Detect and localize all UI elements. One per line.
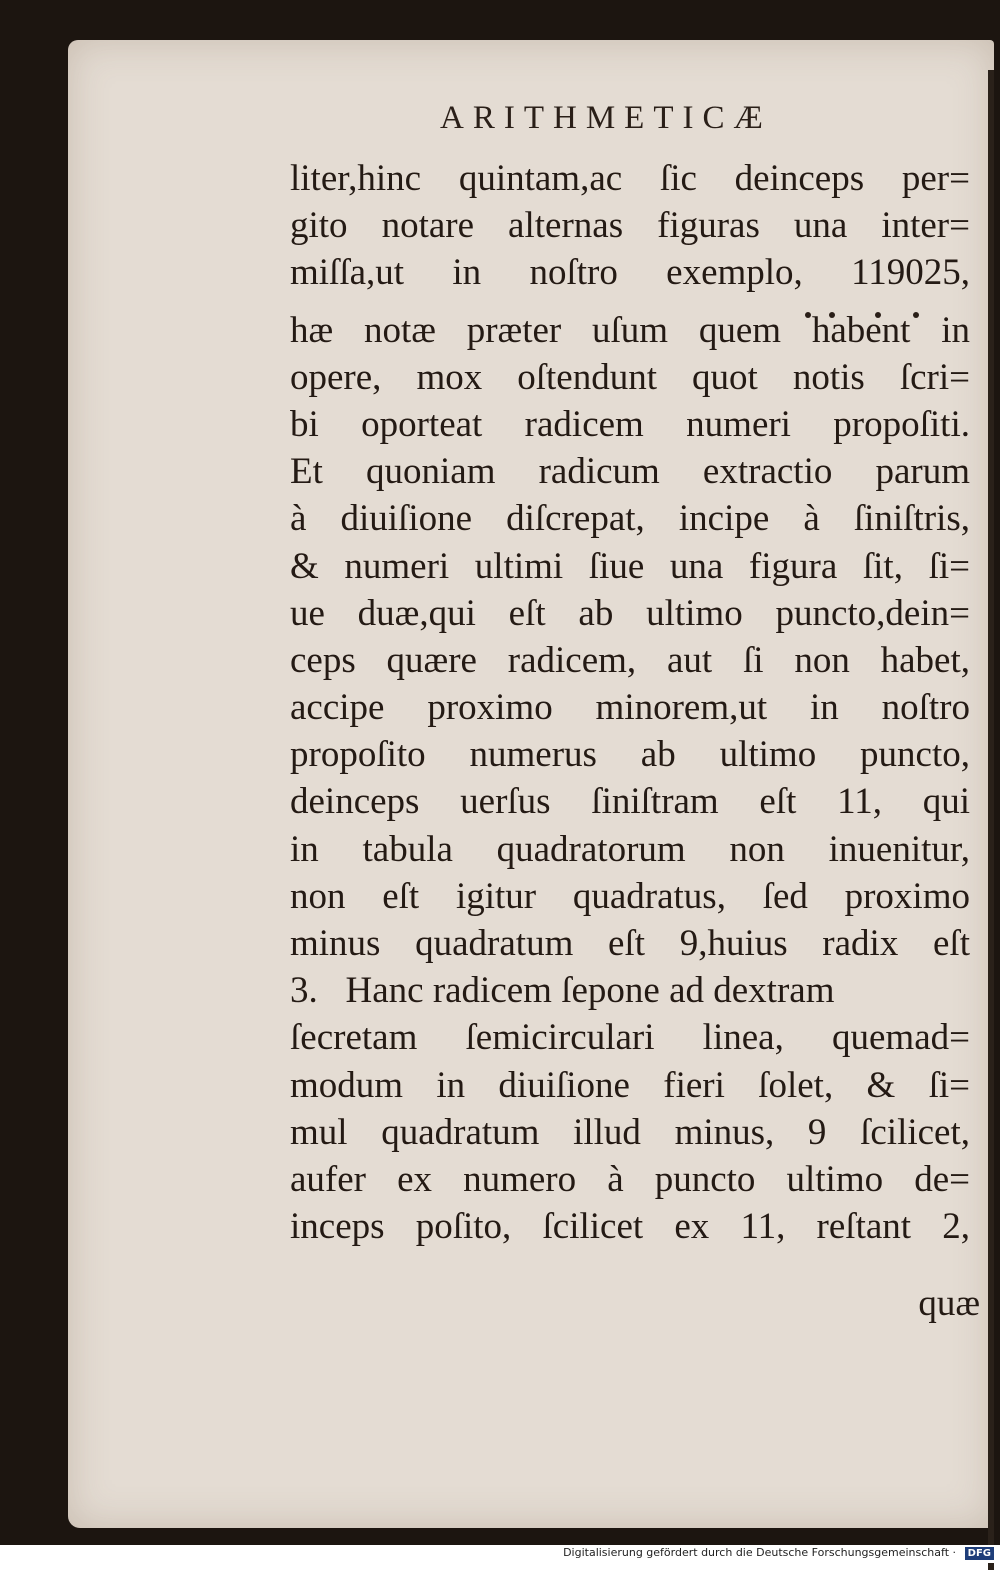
text-line: propoſito numerus ab ultimo puncto, bbox=[290, 734, 970, 776]
text-line: miſſa,ut in noſtro exemplo, 119025, bbox=[290, 252, 970, 294]
dfg-logo: DFG bbox=[965, 1547, 994, 1560]
text-line: hæ notæ præter uſum quem habent in bbox=[290, 309, 970, 351]
text-line: accipe proximo minorem,ut in noſtro bbox=[290, 687, 970, 729]
text-line: gito notare alternas figuras una inter= bbox=[290, 205, 970, 247]
text-line: ceps quære radicem, aut ſi non habet, bbox=[290, 639, 970, 681]
running-head: ARITHMETICÆ bbox=[440, 100, 772, 136]
text-line: & numeri ultimi ſiue una figura ſit, ſi= bbox=[290, 545, 970, 587]
text-line: liter,hinc quintam,ac ſic deinceps per= bbox=[290, 158, 970, 199]
text-line: 3. Hanc radicem ſepone ad dextram bbox=[290, 970, 835, 1012]
text-line: bi oporteat radicem numeri propoſiti. bbox=[290, 403, 970, 445]
catchword: quæ bbox=[918, 1283, 980, 1324]
text-line: opere, mox oſtendunt quot notis ſcri= bbox=[290, 356, 970, 398]
text-line: ſecretam ſemicirculari linea, quemad= bbox=[290, 1017, 970, 1059]
text-line: Et quoniam radicum extractio parum bbox=[290, 451, 970, 493]
text-line: minus quadratum eſt 9,huius radix eſt bbox=[290, 923, 970, 964]
text-line: aufer ex numero à puncto ultimo de= bbox=[290, 1158, 970, 1200]
text-line: mul quadratum illud minus, 9 ſcilicet, bbox=[290, 1111, 970, 1153]
footer-bar bbox=[0, 1545, 1000, 1563]
funding-credit: Digitalisierung gefördert durch die Deutsche Forschungsgemeinschaft · bbox=[563, 1546, 956, 1559]
text-line: non eſt igitur quadratus, ſed proximo bbox=[290, 875, 970, 917]
text-line: inceps poſito, ſcilicet ex 11, reſtant 2, bbox=[290, 1206, 970, 1248]
text-line: à diuiſione diſcrepat, incipe à ſiniſtris, bbox=[290, 498, 970, 540]
text-line: modum in diuiſione fieri ſolet, & ſi= bbox=[290, 1064, 970, 1106]
text-line: ue duæ,qui eſt ab ultimo puncto,dein= bbox=[290, 592, 970, 634]
text-line: deinceps uerſus ſiniſtram eſt 11, qui bbox=[290, 781, 970, 823]
text-line: in tabula quadratorum non inuenitur, bbox=[290, 828, 970, 870]
body-text bbox=[290, 155, 970, 1250]
page-edge bbox=[988, 70, 994, 1570]
